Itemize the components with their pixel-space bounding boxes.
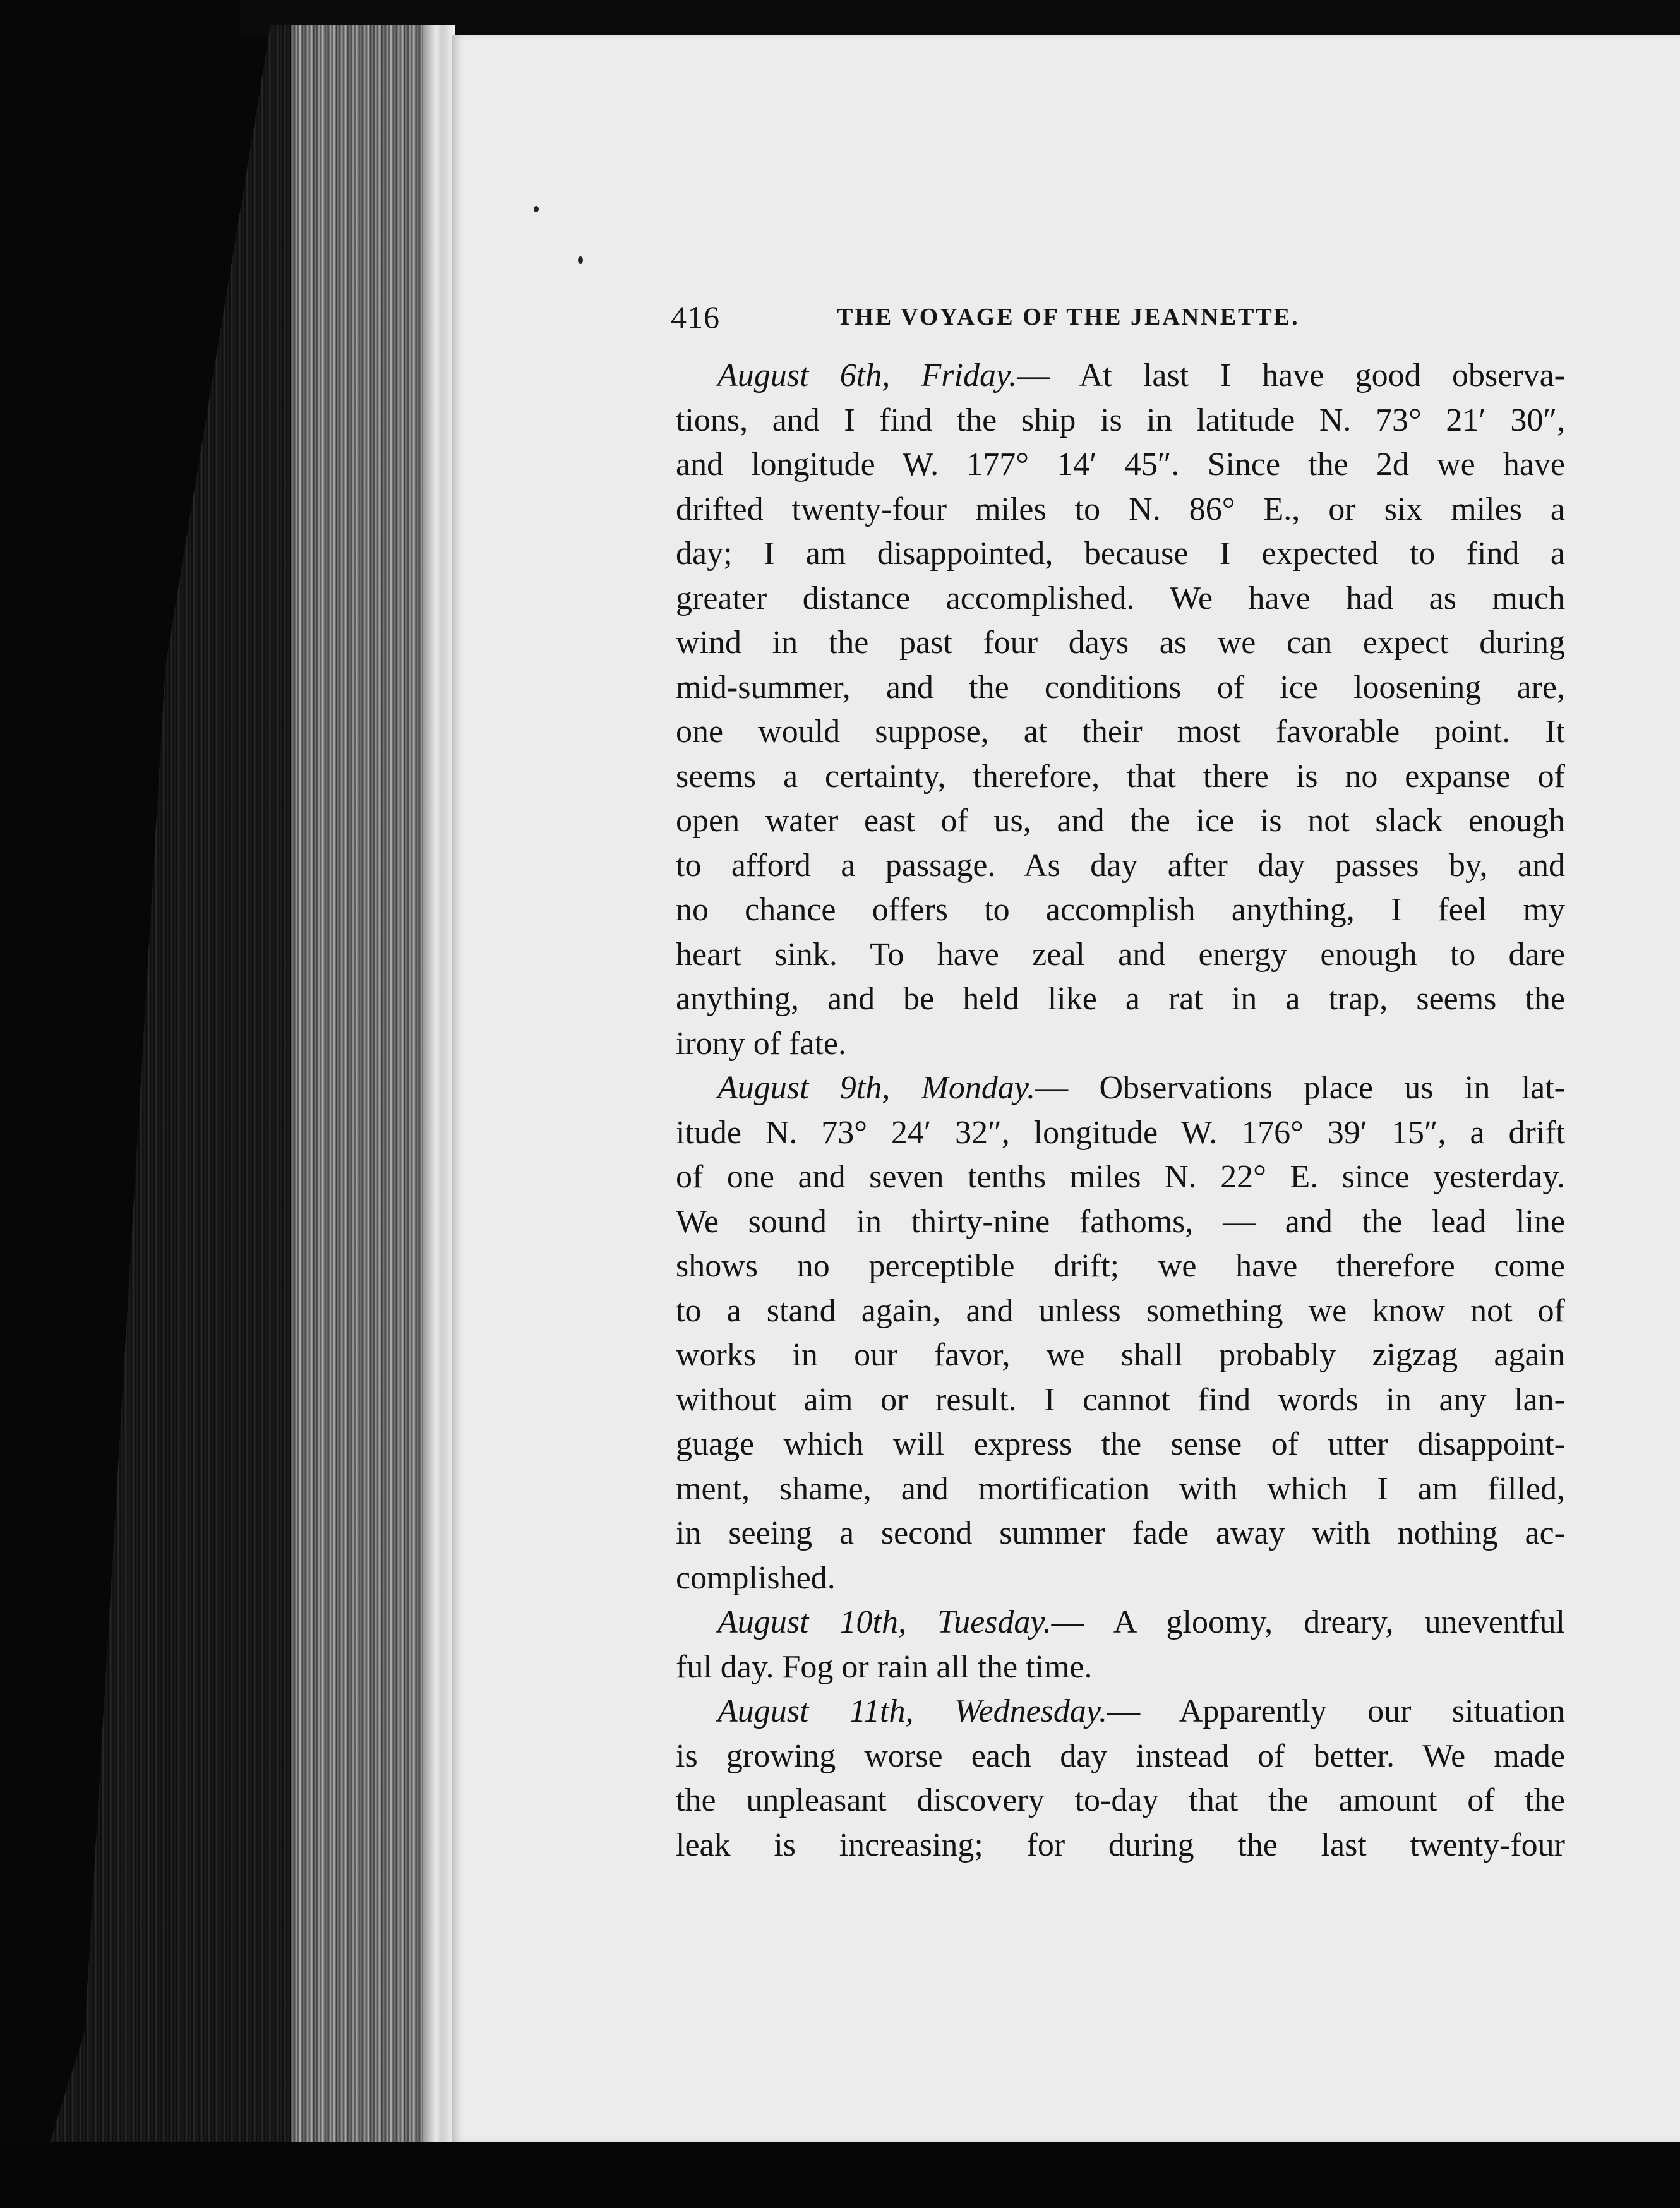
entry-date: August 11th, Wednesday. [717, 1693, 1108, 1729]
scan-bottom-edge [0, 2142, 1680, 2208]
text-line: August 6th, Friday.— At last I have good observa- [717, 357, 1565, 393]
text-line: heart sink. To have zeal and energy enough to dare [676, 936, 1565, 973]
text-line: one would suppose, at their most favorable point. It [676, 714, 1565, 750]
dust-speck [534, 206, 539, 212]
journal-entry [676, 1066, 1565, 1600]
journal-entry [676, 354, 1565, 1066]
journal-entry [676, 1689, 1565, 1868]
entry-date: August 9th, Monday. [717, 1070, 1036, 1106]
text-line: guage which will express the sense of utter disappoint- [676, 1426, 1565, 1462]
text-line: shows no perceptible drift; we have therefore come [676, 1248, 1565, 1284]
text-line: seems a certainty, therefore, that there is no expanse of [676, 758, 1565, 795]
text-line: ment, shame, and mortification with which I am filled, [676, 1470, 1565, 1507]
text-line: complished. [676, 1559, 836, 1596]
text-line: anything, and be held like a rat in a trap, seems the [676, 981, 1565, 1017]
text-line: wind in the past four days as we can expect during [676, 625, 1565, 661]
entry-date: August 10th, Tuesday. [717, 1604, 1052, 1640]
text-line: leak is increasing; for during the last twenty-four [676, 1827, 1565, 1863]
scan-top-edge [240, 0, 1680, 35]
text-line: August 11th, Wednesday.— Apparently our situation [717, 1693, 1565, 1729]
text-line: to a stand again, and unless something we know not of [676, 1292, 1565, 1329]
text-line: August 9th, Monday.— Observations place us in lat- [717, 1070, 1565, 1106]
text-line: drifted twenty-four miles to N. 86° E., or six miles a [676, 491, 1565, 527]
text-line: irony of fate. [676, 1025, 847, 1062]
journal-entry [676, 1600, 1565, 1689]
entry-date: August 6th, Friday. [717, 357, 1017, 393]
text-line: the unpleasant discovery to-day that the amount of the [676, 1782, 1565, 1818]
text-line: day; I am disappointed, because I expected to find a [676, 536, 1565, 572]
page-number: 416 [671, 299, 720, 335]
text-line: without aim or result. I cannot find words in any lan- [676, 1381, 1565, 1418]
text-line: August 10th, Tuesday.— A gloomy, dreary, uneventful [717, 1604, 1565, 1640]
text-line: no chance offers to accomplish anything, I feel my [676, 892, 1565, 928]
text-line: is growing worse each day instead of better. We made [676, 1737, 1565, 1774]
text-line: tions, and I find the ship is in latitude N. 73° 21′ 30″, [676, 402, 1565, 438]
text-line: in seeing a second summer fade away with nothing ac- [676, 1515, 1565, 1551]
body-text [676, 354, 1565, 1868]
text-line: and longitude W. 177° 14′ 45″. Since the 2d we have [676, 447, 1565, 483]
text-line: works in our favor, we shall probably zigzag again [676, 1337, 1565, 1373]
running-title: THE VOYAGE OF THE JEANNETTE. [837, 304, 1300, 330]
text-line: mid-summer, and the conditions of ice loosening are, [676, 669, 1565, 705]
dust-speck [578, 256, 583, 264]
text-line: ful day. Fog or rain all the time. [676, 1648, 1093, 1685]
text-line: open water east of us, and the ice is not slack enough [676, 803, 1565, 839]
text-line: greater distance accomplished. We have had as much [676, 580, 1565, 616]
running-head [671, 292, 1395, 342]
text-line: to afford a passage. As day after day passes by, and [676, 847, 1565, 884]
text-line: itude N. 73° 24′ 32″, longitude W. 176° 39′ 15″, a drift [676, 1114, 1565, 1151]
book-gutter [423, 25, 455, 2160]
text-line: We sound in thirty-nine fathoms, — and the lead line [676, 1203, 1565, 1240]
text-line: of one and seven tenths miles N. 22° E. since yesterday. [676, 1159, 1565, 1195]
